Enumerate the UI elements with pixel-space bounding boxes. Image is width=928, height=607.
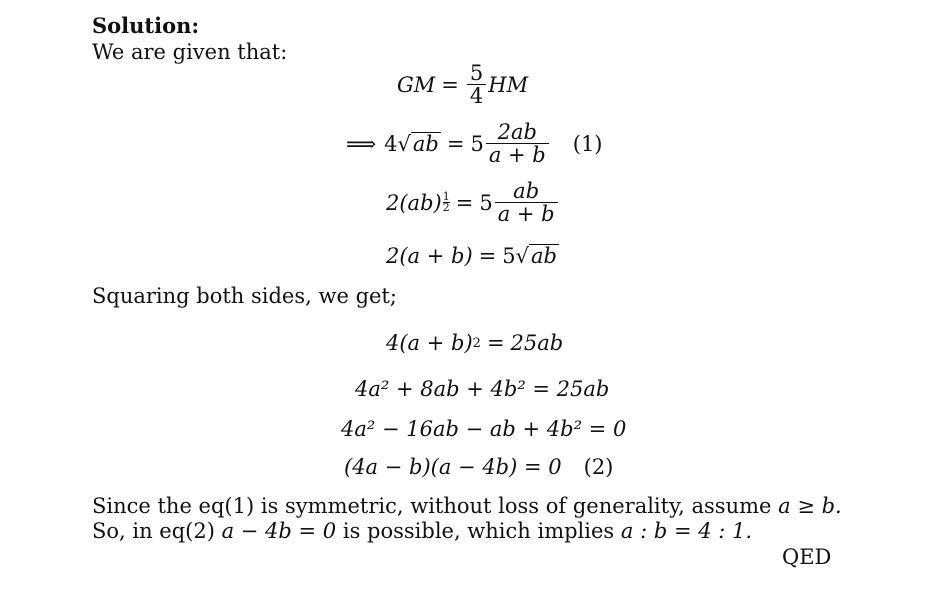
implies-arrow: ⟹ (346, 131, 377, 156)
eq1-tag: (1) (572, 131, 603, 156)
eq1-fraction (486, 121, 549, 166)
equation-sum-form: 2(a + b) = 5 √ ab (386, 244, 557, 268)
equation-2 (344, 455, 613, 479)
eq2-den: a + b (495, 202, 558, 225)
eq2-fraction (495, 180, 558, 225)
solution-heading: Solution: (92, 13, 200, 38)
conclusion-line-1 (92, 494, 842, 518)
eq7-tag: (2) (583, 455, 614, 479)
eq1-den: a + b (486, 143, 549, 166)
eq3-sqrt: √ ab (515, 244, 557, 268)
eq1-num: 2ab (497, 120, 537, 144)
eq2-exp-num: 1 (442, 190, 450, 203)
eq1-sqrt: √ ab (397, 131, 439, 156)
eq0-num: 5 (469, 61, 484, 85)
eq0-den: 4 (467, 84, 486, 107)
conclusion-2-text-b: is possible, which implies (336, 519, 621, 543)
eq2-exponent (443, 192, 450, 213)
eq4-exp: 2 (472, 335, 481, 351)
conclusion-2-math-b: a : b = 4 : 1. (620, 519, 753, 543)
equation-rearranged: 4a² − 16ab − ab + 4b² = 0 (341, 417, 627, 441)
eq1-lhs-coef: 4 (384, 131, 398, 156)
eq3-radicand: ab (531, 244, 557, 268)
eq4-lhs: 4(a + b) (386, 331, 473, 355)
equation-exponent-form: 2(ab) $\frac{1}{2}$ = 5 $\frac{ab}{a + b}$ (386, 180, 560, 225)
eq7-text: (4a − b)(a − 4b) = 0 (344, 455, 562, 479)
conclusion-line-2 (92, 519, 752, 543)
equation-gm-hm: GM = $\frac{5}{4}$ HM (397, 61, 529, 108)
eq1-coef: 5 (470, 131, 484, 156)
equation-squared: 4(a + b) 2 = 25ab (386, 331, 564, 355)
eq3-rhs-coef: 5 (502, 244, 516, 268)
eq0-lhs: GM (397, 72, 436, 97)
eq0-rhs: HM (488, 72, 529, 97)
eq2-exp-den: 2 (442, 201, 450, 214)
eq2-num: ab (513, 179, 540, 203)
eq4-rhs: 25ab (510, 331, 564, 355)
conclusion-2-math-a: a − 4b = 0 (221, 519, 337, 543)
conclusion-1-math: a ≥ b. (778, 494, 842, 518)
squaring-text: Squaring both sides, we get; (92, 284, 397, 308)
eq3-lhs: 2(a + b) (386, 244, 473, 268)
eq0-fraction (467, 62, 486, 107)
conclusion-2-text-a: So, in eq(2) (92, 519, 222, 543)
eq2-coef: 5 (479, 190, 493, 215)
eq1-radicand: ab (412, 131, 439, 156)
equation-1: ⟹ 4 √ ab = 5 $\frac{2ab}{a + b}$ (1) (346, 120, 603, 167)
eq2-lhs: 2(ab) (386, 190, 442, 215)
qed-mark: QED (782, 545, 832, 569)
conclusion-1-text: Since the eq(1) is symmetric, without loss of generality, assume (92, 494, 779, 518)
intro-text: We are given that: (92, 40, 288, 64)
equation-expanded: 4a² + 8ab + 4b² = 25ab (355, 377, 610, 401)
